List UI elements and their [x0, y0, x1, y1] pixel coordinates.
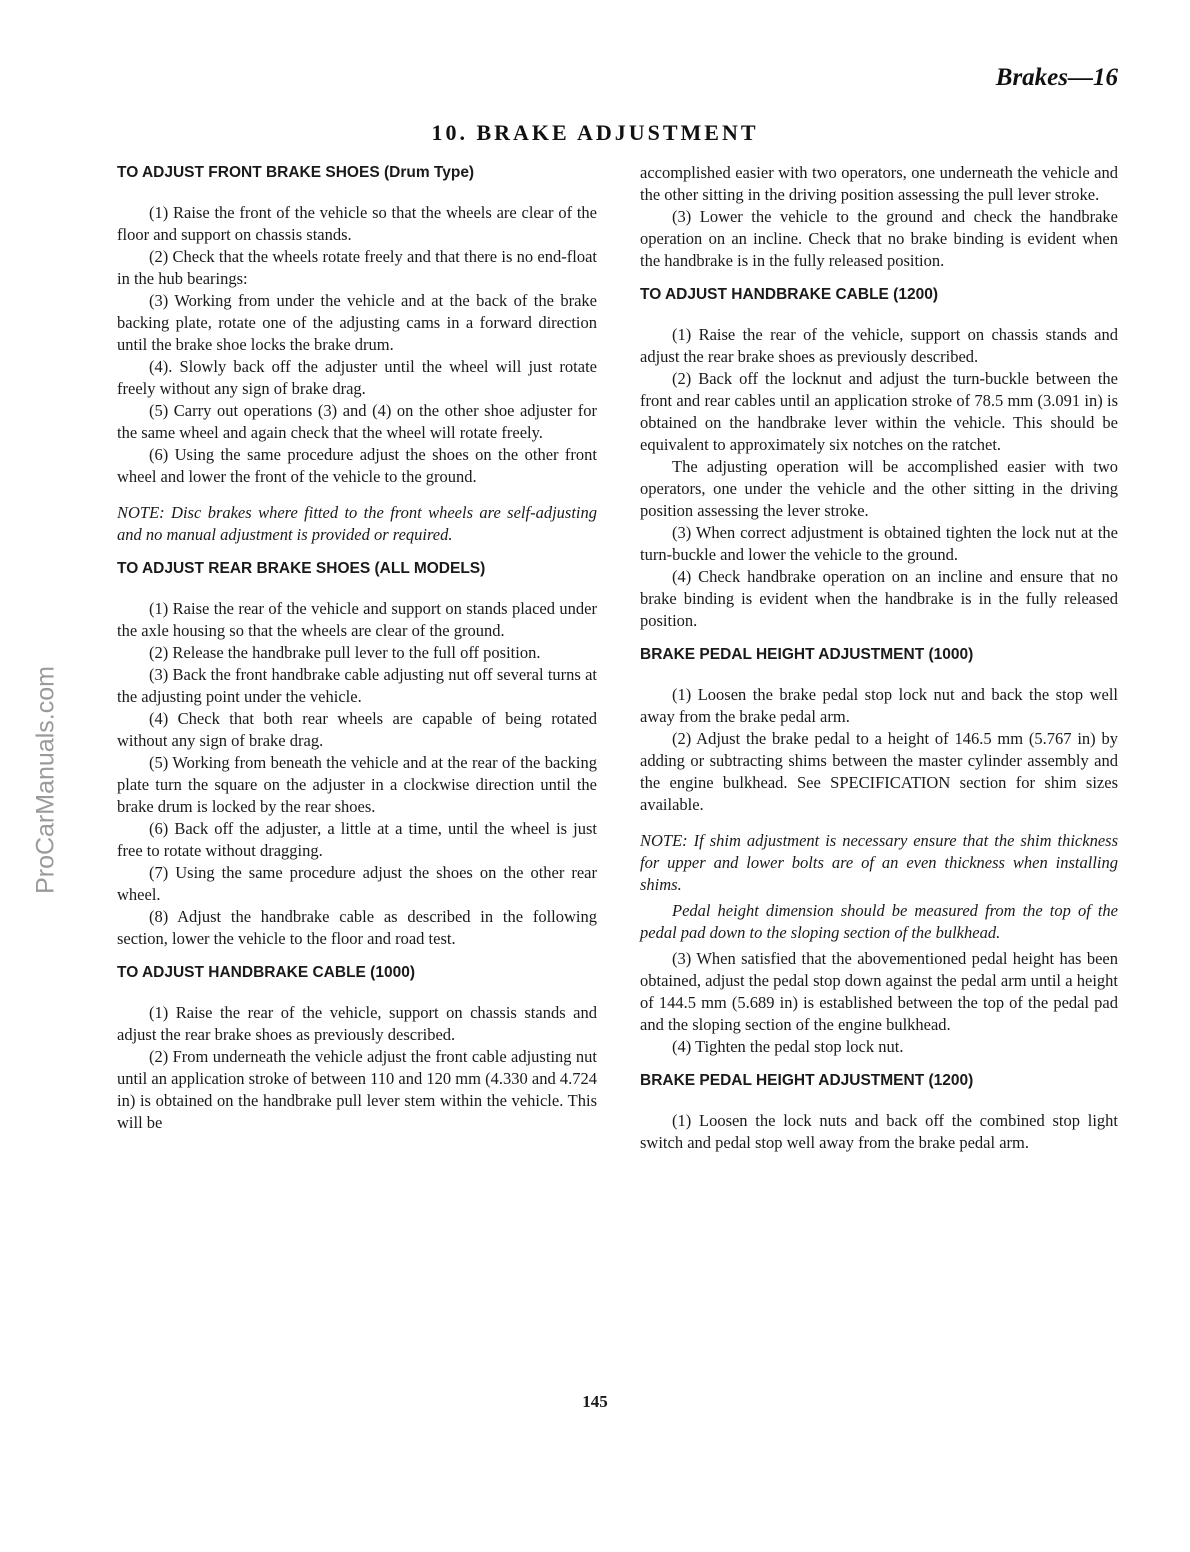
paragraph: (4). Slowly back off the adjuster until the wheel will just rotate freely without any sign of brake drag. — [117, 357, 597, 398]
section-heading: TO ADJUST REAR BRAKE SHOES (ALL MODELS) — [117, 560, 486, 577]
chapter-header: Brakes—16 — [995, 64, 1118, 91]
paragraph: (7) Using the same procedure adjust the shoes on the other rear wheel. — [117, 863, 597, 904]
paragraph: (8) Adjust the handbrake cable as described in the following section, lower the vehicle to the floor and road test. — [117, 907, 597, 948]
paragraph: (4) Check that both rear wheels are capable of being rotated without any sign of brake drag. — [117, 709, 597, 750]
section-handbrake-cable-1200 — [640, 284, 1118, 632]
note: NOTE: Disc brakes where fitted to the front wheels are self-adjusting and no manual adjustment is provided or required. — [117, 503, 597, 544]
section-heading: TO ADJUST HANDBRAKE CABLE (1000) — [117, 964, 415, 981]
paragraph: (1) Loosen the brake pedal stop lock nut and back the stop well away from the brake pedal arm. — [640, 685, 1118, 726]
paragraph: (5) Working from beneath the vehicle and at the rear of the backing plate turn the square on the adjuster in a clockwise direction until the brake drum is locked by the rear shoes. — [117, 753, 597, 816]
section-pedal-height-1000 — [640, 644, 1118, 1058]
note-continued: Pedal height dimension should be measured from the top of the pedal pad down to the sloping section of the bulkhead. — [640, 901, 1118, 942]
section-heading: BRAKE PEDAL HEIGHT ADJUSTMENT (1200) — [640, 1072, 974, 1089]
section-heading: TO ADJUST FRONT BRAKE SHOES (Drum Type) — [117, 164, 475, 181]
section-heading: BRAKE PEDAL HEIGHT ADJUSTMENT (1000) — [640, 646, 974, 663]
note: NOTE: If shim adjustment is necessary ensure that the shim thickness for upper and lower bolts are of an even thickness when installing shims. — [640, 831, 1118, 894]
watermark — [26, 640, 66, 920]
paragraph: (1) Raise the rear of the vehicle, support on chassis stands and adjust the rear brake shoes as previously described. — [640, 325, 1118, 366]
paragraph: (5) Carry out operations (3) and (4) on the other shoe adjuster for the same wheel and again check that the wheel will rotate freely. — [117, 401, 597, 442]
paragraph: (2) Check that the wheels rotate freely and that there is no end-float in the hub bearings: — [117, 247, 597, 288]
left-column — [117, 162, 597, 1144]
paragraph: (1) Raise the front of the vehicle so that the wheels are clear of the floor and support on chassis stands. — [117, 203, 597, 244]
paragraph: (2) Adjust the brake pedal to a height of 146.5 mm (5.767 in) by adding or subtracting shims between the master cylinder assembly and the engine bulkhead. See SPECIFICATION section for shim sizes available. — [640, 729, 1118, 814]
paragraph: accomplished easier with two operators, one underneath the vehicle and the other sitting in the driving position assessing the pull lever stroke. — [640, 163, 1118, 204]
paragraph: (6) Using the same procedure adjust the shoes on the other front wheel and lower the front of the vehicle to the ground. — [117, 445, 597, 486]
right-column — [640, 162, 1118, 1164]
section-pedal-height-1200 — [640, 1070, 1118, 1154]
paragraph: (3) Back the front handbrake cable adjusting nut off several turns at the adjusting point under the vehicle. — [117, 665, 597, 706]
section-front-brake-shoes — [117, 162, 597, 546]
watermark-text: ProCarManuals.com — [31, 666, 60, 894]
paragraph: (2) Back off the locknut and adjust the turn-buckle between the front and rear cables until an application stroke of 78.5 mm (3.091 in) is obtained on the handbrake lever within the vehicle. This should be equivalent to approximately six notches on the ratchet. — [640, 369, 1118, 454]
paragraph: (1) Raise the rear of the vehicle and support on stands placed under the axle housing so that the wheels are clear of the ground. — [117, 599, 597, 640]
section-handbrake-cable-1000 — [117, 962, 597, 1134]
page-title: 10. BRAKE ADJUSTMENT — [431, 120, 759, 145]
paragraph: (2) From underneath the vehicle adjust the front cable adjusting nut until an application stroke of between 110 and 120 mm (4.330 and 4.724 in) is obtained on the handbrake pull lever stem within the vehicle. This will be — [117, 1047, 597, 1132]
paragraph: The adjusting operation will be accomplished easier with two operators, one under the vehicle and the other sitting in the driving position assessing the lever stroke. — [640, 457, 1118, 520]
paragraph: (3) Working from under the vehicle and at the back of the brake backing plate, rotate one of the adjusting cams in a forward direction until the brake shoe locks the brake drum. — [117, 291, 597, 354]
paragraph: (4) Check handbrake operation on an incline and ensure that no brake binding is evident when the handbrake is in the fully released position. — [640, 567, 1118, 630]
section-heading: TO ADJUST HANDBRAKE CABLE (1200) — [640, 286, 938, 303]
paragraph: (3) When correct adjustment is obtained tighten the lock nut at the turn-buckle and lower the vehicle to the ground. — [640, 523, 1118, 564]
paragraph: (3) When satisfied that the abovementioned pedal height has been obtained, adjust the pedal stop down against the pedal arm until a height of 144.5 mm (5.689 in) is established between the top of the pedal pad and the sloping section of the engine bulkhead. — [640, 949, 1118, 1034]
paragraph: (6) Back off the adjuster, a little at a time, until the wheel is just free to rotate without dragging. — [117, 819, 597, 860]
paragraph: (1) Loosen the lock nuts and back off the combined stop light switch and pedal stop well away from the brake pedal arm. — [640, 1111, 1118, 1152]
paragraph: (4) Tighten the pedal stop lock nut. — [672, 1037, 904, 1056]
paragraph: (2) Release the handbrake pull lever to the full off position. — [149, 643, 541, 662]
page-number: 145 — [582, 1392, 608, 1411]
section-rear-brake-shoes — [117, 558, 597, 950]
paragraph: (1) Raise the rear of the vehicle, support on chassis stands and adjust the rear brake shoes as previously described. — [117, 1003, 597, 1044]
paragraph: (3) Lower the vehicle to the ground and check the handbrake operation on an incline. Check that no brake binding is evident when the handbrake is in the fully released position. — [640, 207, 1118, 270]
section-continuation — [640, 162, 1118, 272]
